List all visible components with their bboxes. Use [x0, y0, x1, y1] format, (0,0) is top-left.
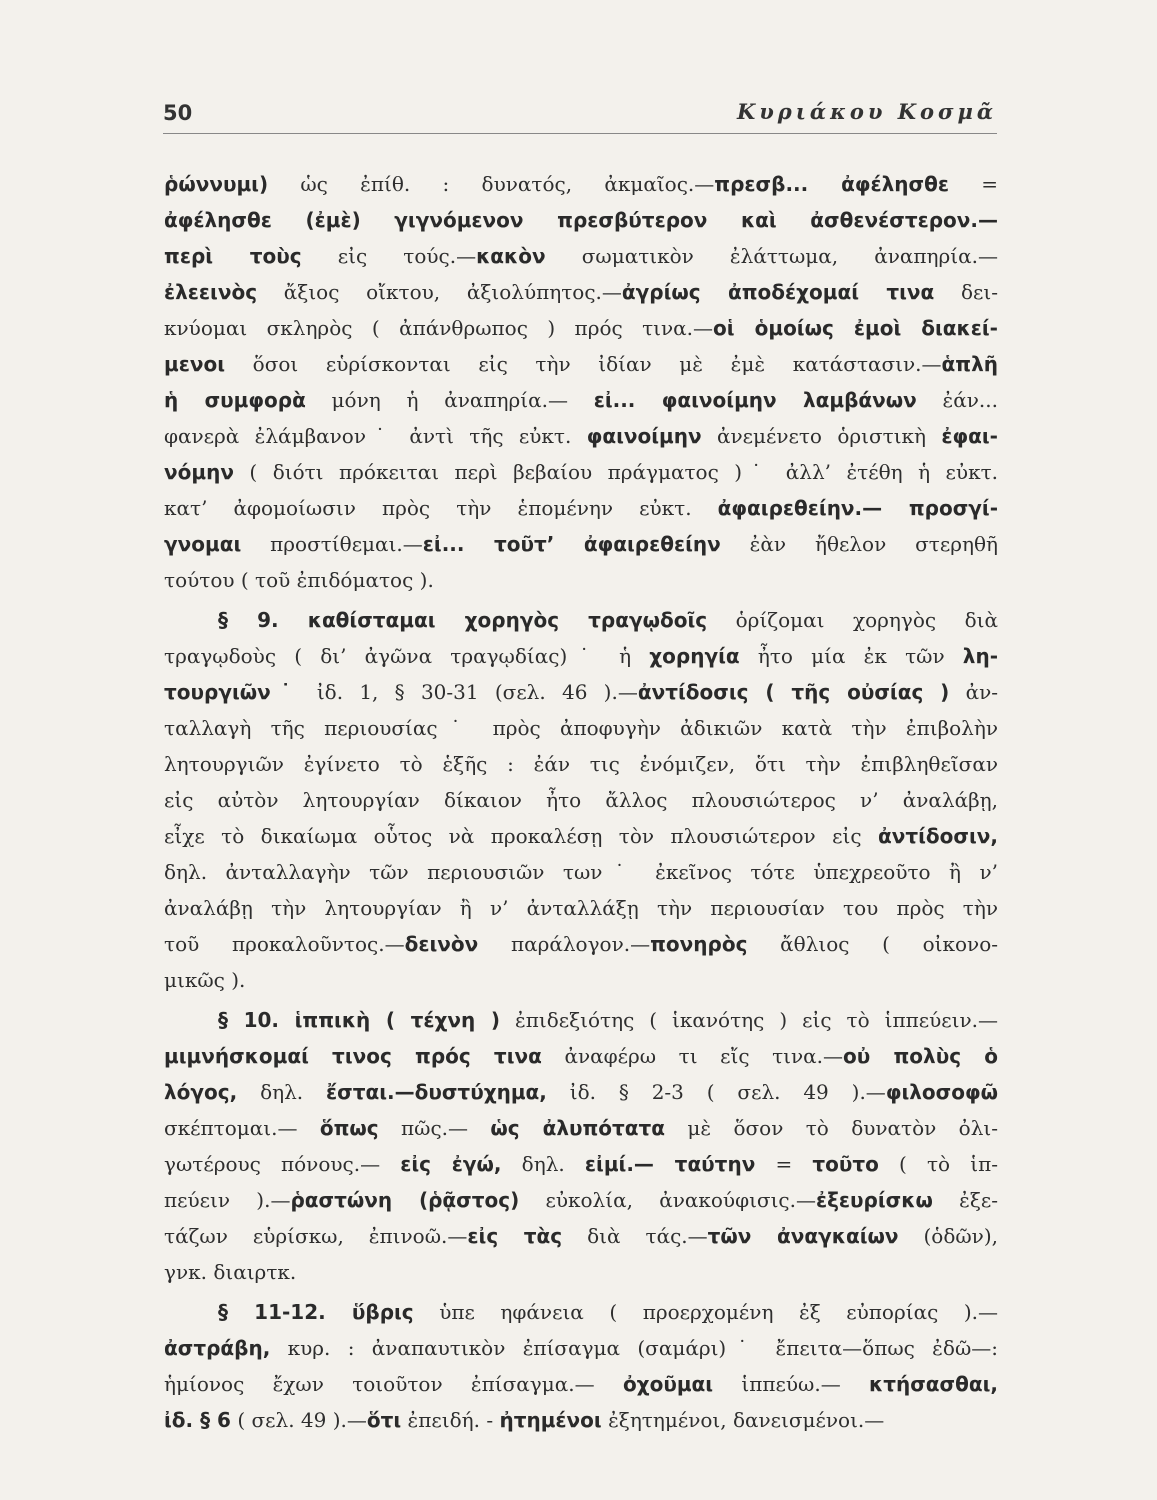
lemma-term: οἱ ὁμοίως ἐμοὶ διακεί- [713, 316, 998, 340]
text-line [164, 674, 998, 710]
gloss-text: τοῦ προκαλοῦντος.— [164, 932, 405, 956]
gloss-text: ἄθλιος ( οἰκονο- [747, 932, 999, 956]
text-line [164, 418, 998, 454]
lemma-term: πρεσβ... ἀφέλησθε [714, 172, 949, 196]
text-line [164, 202, 998, 238]
text-line [218, 1294, 998, 1330]
lemma-term: μιμνήσκομαί τινος πρός τινα [164, 1044, 542, 1068]
lemma-term: ἡ συμφορὰ [164, 388, 306, 412]
gloss-text: ἀναλάβῃ τὴν λητουργίαν ἢ ν’ ἀνταλλάξῃ τὴν περιουσίαν του πρὸς τὴν [164, 896, 998, 920]
lemma-term: ῥαστώνη (ῥᾷστος) [290, 1188, 520, 1212]
gloss-text: ἐὰν ἤθελον στερηθῆ [720, 532, 998, 556]
text-line [164, 274, 998, 310]
gloss-text: πεύειν ).— [164, 1188, 291, 1212]
lemma-term: ἀντίδοσις ( τῆς οὐσίας ) [637, 680, 950, 704]
text-line [164, 490, 998, 526]
text-line [164, 1218, 998, 1254]
gloss-text: μὲ ὅσον τὸ δυνατὸν ὀλι- [665, 1116, 998, 1140]
gloss-text: (ὁδῶν), [898, 1224, 999, 1248]
gloss-text: ἡμίονος ἔχων τοιοῦτον ἐπίσαγμα.— [164, 1372, 623, 1396]
gloss-text: εἰς αὐτὸν λητουργίαν δίκαιον ἦτο ἄλλος πλουσιώτερος ν’ ἀναλάβῃ, [164, 788, 998, 812]
gloss-text: διὰ τάς.— [562, 1224, 708, 1248]
lemma-term: εἰς τὰς [467, 1224, 563, 1248]
text-line [164, 1182, 998, 1218]
text-line [218, 602, 998, 638]
gloss-text: ἰδ. § 2-3 ( σελ. 49 ).— [546, 1080, 886, 1104]
gloss-text: = [948, 172, 998, 196]
lemma-term: ἠτημένοι [499, 1408, 602, 1432]
lemma-term: τοῦτο [812, 1152, 879, 1176]
lemma-term: εἰ... τοῦτ’ ἀφαιρεθείην [422, 532, 721, 556]
gloss-text: προστίθεμαι.— [241, 532, 423, 556]
gloss-text: εἶχε τὸ δικαίωμα οὗτος νὰ προκαλέσῃ τὸν πλουσιώτερον εἰς [164, 824, 878, 848]
lemma-term: ἀφέλησθε (ἐμὲ) γιγνόμενον πρεσβύτερον καὶ ἀσθενέστερον.— [164, 208, 998, 232]
lemma-term: ἀστράβη, [164, 1336, 271, 1360]
gloss-text: = [755, 1152, 813, 1176]
gloss-text: ἀν- [949, 680, 998, 704]
gloss-text: μικῶς ). [164, 968, 246, 992]
lemma-term: τουργιῶν˙ [164, 680, 301, 704]
gloss-text: γωτέρους πόνους.— [164, 1152, 401, 1176]
text-line [164, 638, 998, 674]
lemma-term: εἰ... φαινοίμην λαμβάνων [593, 388, 917, 412]
lemma-term: εἰμί.— ταύτην [584, 1152, 756, 1176]
lemma-term: κακὸν [476, 244, 546, 268]
lemma-term: δεινὸν [404, 932, 479, 956]
gloss-text: ἐπιδεξιότης ( ἱκανότης ) εἰς τὸ ἱππεύειν.— [500, 1008, 998, 1032]
lemma-term: ἔσται.—δυστύχημα, [326, 1080, 547, 1104]
lemma-term: ὀχοῦμαι [622, 1372, 714, 1396]
lemma-term: ἐλεεινὸς [164, 280, 258, 304]
gloss-text: ( τὸ ἱπ- [878, 1152, 998, 1176]
text-line [164, 854, 998, 890]
lemma-term: § 9. καθίσταμαι χορηγὸς τραγῳδοῖς [218, 608, 708, 632]
gloss-text: τραγῳδοὺς ( δι’ ἀγῶνα τραγῳδίας)˙ ἡ [164, 644, 650, 668]
text-line [164, 746, 998, 782]
lemma-term: ἐξευρίσκω [815, 1188, 933, 1212]
gloss-text: σκέπτομαι.— [164, 1116, 320, 1140]
lemma-term: ὡς ἀλυπότατα [490, 1116, 666, 1140]
gloss-text: τούτου ( τοῦ ἐπιδόματος ). [164, 568, 434, 592]
lemma-term: οὐ πολὺς ὁ [843, 1044, 998, 1068]
gloss-text: ἀνεμένετο ὁριστικὴ [701, 424, 942, 448]
gloss-text: ἦτο μία ἐκ τῶν [739, 644, 963, 668]
text-line [164, 382, 998, 418]
lemma-term: γνομαι [164, 532, 242, 556]
lemma-term: λόγος, [164, 1080, 238, 1104]
text-line [164, 962, 998, 998]
lemma-term: πονηρὸς [650, 932, 748, 956]
text-line [164, 818, 998, 854]
lemma-term: § 10. ἱππικὴ ( τέχνη ) [218, 1008, 501, 1032]
text-line [164, 926, 998, 962]
lemma-term: § 11-12. ὕβρις [218, 1300, 414, 1324]
gloss-text: εἰς τούς.— [301, 244, 477, 268]
lemma-term: ὅπως [319, 1116, 379, 1140]
gloss-text: σωματικὸν ἐλάττωμα, ἀναπηρία.— [545, 244, 998, 268]
text-line [164, 782, 998, 818]
lemma-term: ἰδ. § 6 [164, 1408, 231, 1432]
lemma-term: μενοι [164, 352, 226, 376]
gloss-text: κατ’ ἀφομοίωσιν πρὸς τὴν ἑπομένην εὐκτ. [164, 496, 718, 520]
gloss-text: ἐάν... [916, 388, 998, 412]
gloss-text: κυρ. : ἀναπαυτικὸν ἐπίσαγμα (σαμάρι)˙ ἔπειτα—ὅπως ἐδῶ—: [270, 1336, 998, 1360]
text-line [164, 1110, 998, 1146]
gloss-text: δηλ. [501, 1152, 585, 1176]
gloss-text: ἐξητημένοι, δανεισμένοι.— [601, 1408, 885, 1432]
gloss-text: δηλ. [237, 1080, 326, 1104]
text-line [164, 166, 998, 202]
gloss-text: ἐξε- [932, 1188, 998, 1212]
text-line [164, 310, 998, 346]
text-line [164, 454, 998, 490]
lemma-term: φαινοίμην [586, 424, 702, 448]
text-line [164, 238, 998, 274]
page-number: 50 [163, 101, 193, 125]
running-title: Κυριάκου Κοσμᾶ [736, 99, 997, 124]
lemma-term: χορηγία [649, 644, 740, 668]
text-line [218, 1002, 998, 1038]
lemma-term: τῶν ἀναγκαίων [707, 1224, 899, 1248]
page-header [163, 97, 997, 134]
gloss-text: ἀναφέρω τι εἴς τινα.— [541, 1044, 844, 1068]
text-line [164, 1038, 998, 1074]
lemma-term: φιλοσοφῶ [885, 1080, 998, 1104]
gloss-text: ὑπε ηφάνεια ( προερχομένη ἐξ εὐπορίας ).— [413, 1300, 998, 1324]
lemma-term: ἀντίδοσιν, [878, 824, 998, 848]
gloss-text: γνκ. διαιρτκ. [164, 1260, 297, 1284]
lemma-term: ἁπλῆ [941, 352, 998, 376]
gloss-text: λητουργιῶν ἐγίνετο τὸ ἑξῆς : ἐάν τις ἐνόμιζεν, ὅτι τὴν ἐπιβληθεῖσαν [164, 752, 998, 776]
gloss-text: ταλλαγὴ τῆς περιουσίας˙ πρὸς ἀποφυγὴν ἀδικιῶν κατὰ τὴν ἐπιβολὴν [164, 716, 998, 740]
gloss-text: εὐκολία, ἀνακούφισις.— [519, 1188, 816, 1212]
text-line [164, 346, 998, 382]
text-line [164, 1402, 998, 1438]
text-line [164, 710, 998, 746]
lemma-term: λη- [962, 644, 998, 668]
gloss-text: ὅσοι εὑρίσκονται εἰς τὴν ἰδίαν μὲ ἐμὲ κατάστασιν.— [225, 352, 942, 376]
lemma-term: ῥώννυμι) [164, 172, 269, 196]
gloss-text: ὁρίζομαι χορηγὸς διὰ [707, 608, 998, 632]
gloss-text: παράλογον.— [478, 932, 651, 956]
text-line [164, 1146, 998, 1182]
gloss-text: δει- [934, 280, 999, 304]
gloss-text: δηλ. ἀνταλλαγὴν τῶν περιουσιῶν των˙ ἐκεῖνος τότε ὑπεχρεοῦτο ἢ ν’ [164, 860, 998, 884]
gloss-text: φανερὰ ἐλάμβανον˙ ἀντὶ τῆς εὐκτ. [164, 424, 587, 448]
gloss-text: ἄξιος οἴκτου, ἀξιολύπητος.— [257, 280, 622, 304]
gloss-text: μόνη ἡ ἀναπηρία.— [305, 388, 594, 412]
lemma-term: ἀφαιρεθείην.— προσγί- [717, 496, 998, 520]
lemma-term: ἀγρίως ἀποδέχομαί τινα [621, 280, 935, 304]
text-line [164, 890, 998, 926]
gloss-text: ἰδ. 1, § 30-31 (σελ. 46 ).— [300, 680, 638, 704]
lemma-term: εἰς ἐγώ, [400, 1152, 502, 1176]
text-line [164, 1074, 998, 1110]
text-line [164, 1366, 998, 1402]
gloss-text: τάζων εὑρίσκω, ἐπινοῶ.— [164, 1224, 468, 1248]
text-line [164, 1254, 998, 1290]
text-line [164, 1330, 998, 1366]
lemma-term: ὅτι [366, 1408, 402, 1432]
gloss-text: ἐπειδή. - [401, 1408, 500, 1432]
lemma-term: νόμην [164, 460, 234, 484]
text-line [164, 562, 998, 598]
gloss-text: ὡς ἐπίθ. : δυνατός, ἀκμαῖος.— [268, 172, 715, 196]
text-line [164, 526, 998, 562]
gloss-text: ( διότι πρόκειται περὶ βεβαίου πράγματος )˙ ἀλλ’ ἐτέθη ἡ εὐκτ. [233, 460, 998, 484]
lemma-term: ἐφαι- [941, 424, 998, 448]
gloss-text: ( σελ. 49 ).— [230, 1408, 367, 1432]
gloss-text: πῶς.— [378, 1116, 491, 1140]
gloss-text: ἱππεύω.— [713, 1372, 870, 1396]
lemma-term: κτήσασθαι, [869, 1372, 998, 1396]
lemma-term: περὶ τοὺς [164, 244, 302, 268]
gloss-text: κνύομαι σκληρὸς ( ἀπάνθρωπος ) πρός τινα.— [164, 316, 714, 340]
